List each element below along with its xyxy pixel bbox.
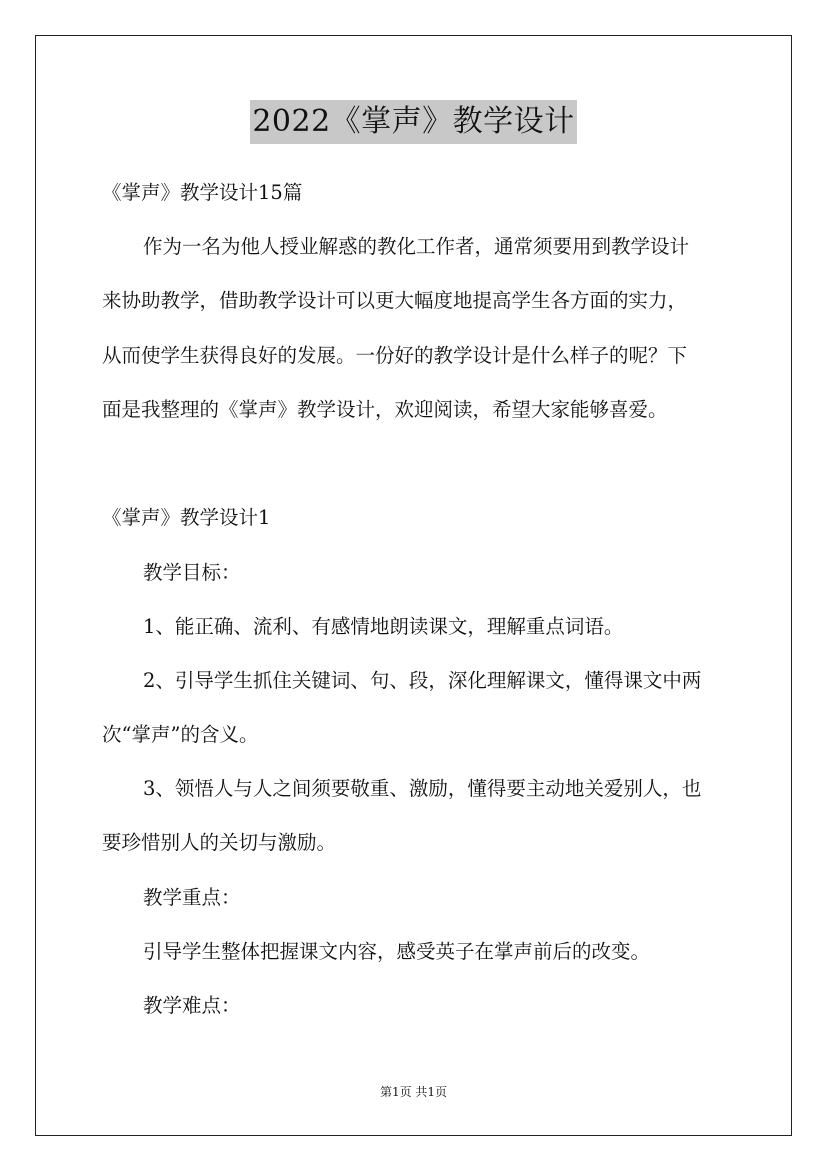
intro-line-2: 来协助教学，借助教学设计可以更大幅度地提高学生各方面的实力， <box>102 289 688 312</box>
objective-3-line-1: 3、领悟人与人之间须要敬重、激励，懂得要主动地关爱别人，也 <box>143 777 702 800</box>
document-subtitle: 《掌声》教学设计15篇 <box>102 181 303 204</box>
key-points-label: 教学重点： <box>143 886 241 909</box>
page-footer: 第1页 共1页 <box>379 1085 448 1099</box>
objectives-label: 教学目标： <box>143 561 241 584</box>
section-heading: 《掌声》教学设计1 <box>102 506 271 529</box>
objective-1: 1、能正确、流利、有感情地朗读课文，理解重点词语。 <box>143 615 624 638</box>
intro-line-4: 面是我整理的《掌声》教学设计，欢迎阅读，希望大家能够喜爱。 <box>102 398 668 421</box>
intro-line-1: 作为一名为他人授业解惑的教化工作者，通常须要用到教学设计 <box>143 235 690 258</box>
objective-3-line-2: 要珍惜别人的关切与激励。 <box>102 831 337 854</box>
intro-line-3: 从而使学生获得良好的发展。一份好的教学设计是什么样子的呢？下 <box>102 344 688 367</box>
key-points-text: 引导学生整体把握课文内容，感受英子在掌声前后的改变。 <box>143 940 651 963</box>
objective-2-line-2: 次“掌声”的含义。 <box>102 723 259 746</box>
document-title: 2022《掌声》教学设计 <box>250 100 576 144</box>
difficulty-label: 教学难点： <box>143 994 241 1017</box>
document-title-container <box>0 100 827 144</box>
objective-2-line-1: 2、引导学生抓住关键词、句、段，深化理解课文，懂得课文中两 <box>143 669 702 692</box>
